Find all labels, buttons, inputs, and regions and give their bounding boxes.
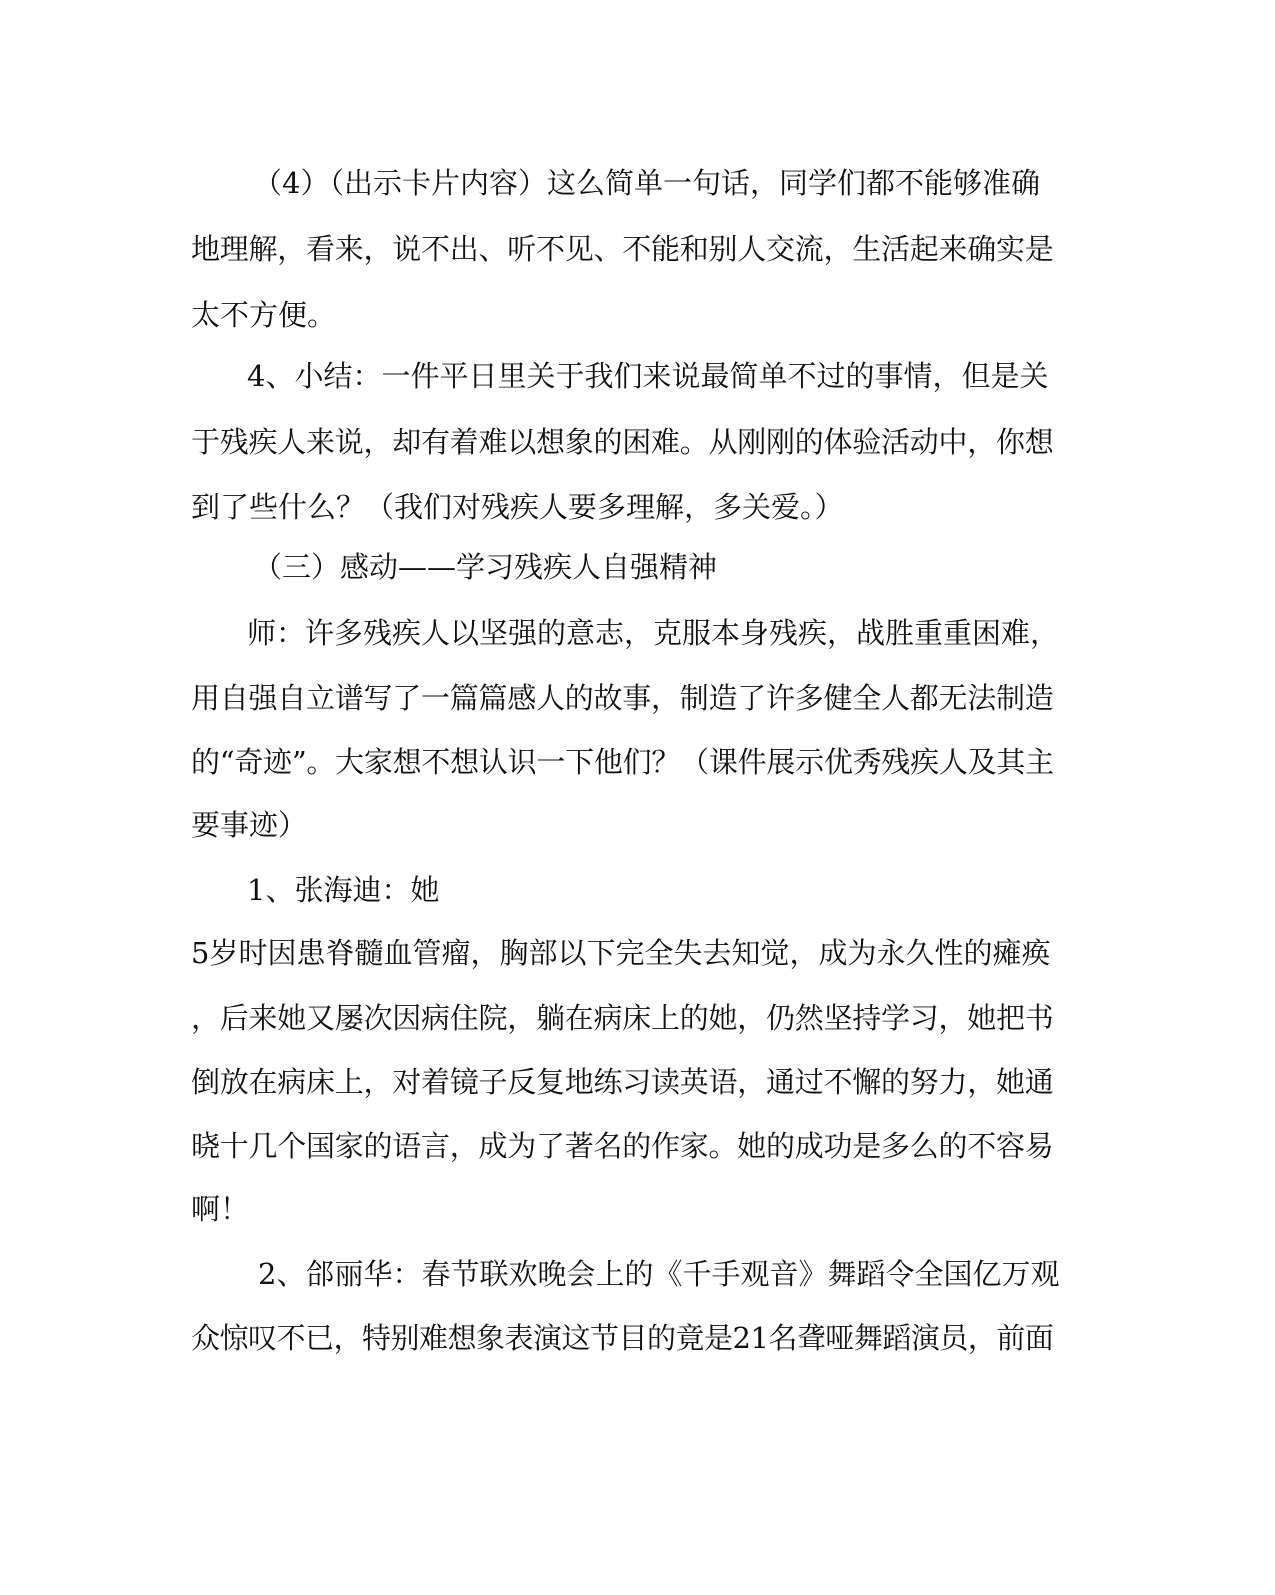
text-line: 1、张海迪：她 bbox=[247, 873, 440, 907]
text-line: 太不方便。 bbox=[191, 298, 337, 332]
text-line: 众惊叹不已，特别难想象表演这节目的竟是21名聋哑舞蹈演员，前面 bbox=[191, 1321, 1054, 1355]
text-line: 的“奇迹”。大家想不想认识一下他们？（课件展示优秀残疾人及其主 bbox=[191, 745, 1054, 779]
text-line: 2、郃丽华：春节联欢晚会上的《千手观音》舞蹈令全国亿万观 bbox=[258, 1257, 1060, 1291]
text-line: （4）（出示卡片内容）这么简单一句话，同学们都不能够准确 bbox=[253, 166, 1040, 200]
text-line: 倒放在病床上，对着镜子反复地练习读英语，通过不懈的努力，她通 bbox=[191, 1065, 1054, 1099]
text-line: 5岁时因患脊髓血管瘤，胸部以下完全失去知觉，成为永久性的瘫痪 bbox=[191, 936, 1051, 970]
text-line: 到了些什么？（我们对残疾人要多理解，多关爱。） bbox=[191, 490, 844, 524]
text-line: 要事迹） bbox=[191, 808, 308, 842]
section-heading: （三）感动——学习残疾人自强精神 bbox=[253, 550, 718, 584]
text-line: 于残疾人来说，却有着难以想象的困难。从刚刚的体验活动中，你想 bbox=[191, 425, 1054, 459]
text-line: 用自强自立谱写了一篇篇感人的故事，制造了许多健全人都无法制造 bbox=[191, 681, 1054, 715]
text-line: 啊！ bbox=[191, 1192, 250, 1226]
text-line: 晓十几个国家的语言，成为了著名的作家。她的成功是多么的不容易 bbox=[191, 1129, 1054, 1163]
text-line: ，后来她又屡次因病住院，躺在病床上的她，仍然坚持学习，她把书 bbox=[191, 1001, 1054, 1035]
text-line: 师：许多残疾人以坚强的意志，克服本身残疾，战胜重重困难， bbox=[247, 616, 1060, 650]
text-line: 地理解，看来，说不出、听不见、不能和别人交流，生活起来确实是 bbox=[191, 232, 1054, 266]
text-line: 4、小结：一件平日里关于我们来说最简单不过的事情，但是关 bbox=[247, 359, 1049, 393]
